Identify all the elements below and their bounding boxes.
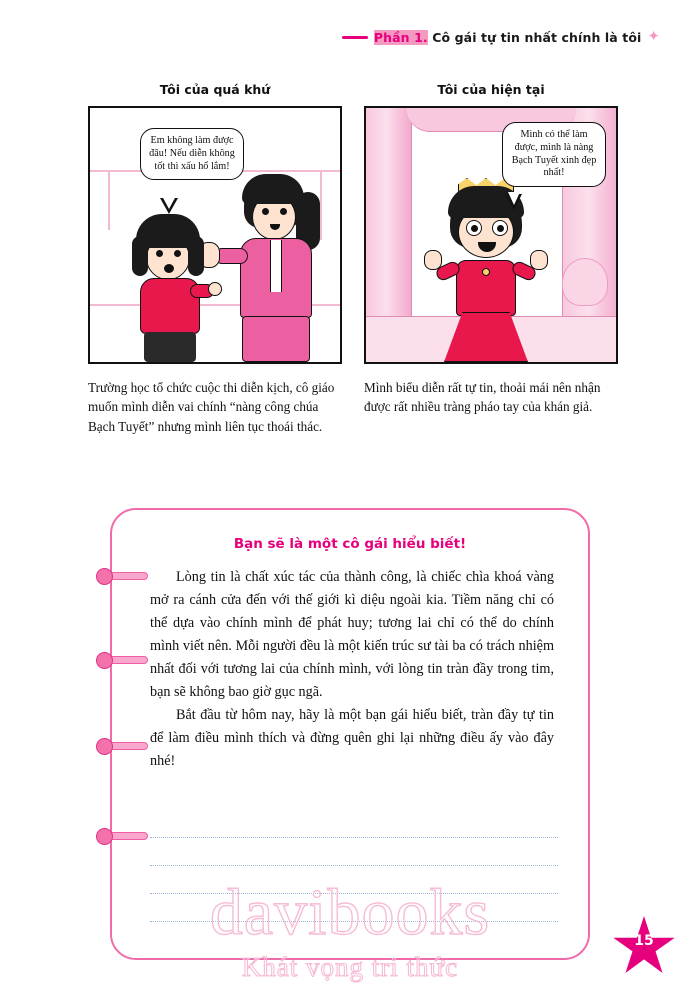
note-title: Bạn sẽ là một cô gái hiểu biết! bbox=[233, 536, 467, 552]
panel-present-frame bbox=[364, 106, 618, 364]
skirt bbox=[242, 316, 310, 362]
star-icon: ✦ bbox=[647, 29, 660, 45]
blank-line[interactable] bbox=[150, 866, 558, 894]
ring-knob bbox=[96, 828, 113, 845]
panel-past bbox=[88, 82, 342, 364]
tree-decoration bbox=[562, 258, 608, 306]
ring-bar bbox=[108, 572, 148, 580]
ring-bar bbox=[108, 832, 148, 840]
character-present-self bbox=[432, 172, 556, 362]
bubble-tail-inner bbox=[162, 196, 176, 209]
note-paragraph: Bắt đầu từ hôm nay, hãy là một bạn gái hiểu biết, tràn đầy tự tin để làm điều mình thích và đừng quên ghi lại những điều ấy vào đây nhé! bbox=[150, 707, 554, 769]
shirt bbox=[270, 240, 282, 292]
hand-left bbox=[424, 250, 442, 270]
blank-line[interactable] bbox=[150, 838, 558, 866]
blank-line[interactable] bbox=[150, 810, 558, 838]
panel-past-title: Tôi của quá khứ bbox=[159, 82, 271, 97]
note-paragraph: Lòng tin là chất xúc tác của thành công, là chiếc chìa khoá vàng mở ra cánh cửa đến với thế giới kì diệu ngoài kia. Tiềm năng chỉ có thể dựa vào chính mình để phát huy; tương lai chỉ có thể do chính mình viết nên. Mỗi người đều là một kiến trúc sư tài ba có trách nhiệm nhất đối với tương lai của chính mình, với lòng tin tràn đầy trong tim, bạn sẽ không bao giờ gục ngã. bbox=[150, 569, 554, 700]
blank-line[interactable] bbox=[150, 894, 558, 922]
hand bbox=[208, 282, 222, 296]
panel-present bbox=[364, 82, 618, 364]
panel-past-frame bbox=[88, 106, 342, 364]
character-teacher bbox=[208, 172, 328, 362]
ring-bar bbox=[108, 656, 148, 664]
hair-side bbox=[132, 236, 148, 276]
header-rule bbox=[342, 36, 368, 39]
page-number-badge bbox=[612, 916, 676, 978]
note-card bbox=[110, 508, 590, 960]
panel-captions bbox=[88, 378, 618, 436]
speech-bubble-past: Em không làm được đâu! Nếu diễn không tốt thì xấu hổ lắm! bbox=[140, 128, 244, 180]
page-title bbox=[374, 30, 642, 45]
hair-side bbox=[188, 236, 204, 276]
panel-present-title: Tôi của hiện tại bbox=[437, 82, 545, 97]
caption-past: Trường học tổ chức cuộc thi diễn kịch, cô giáo muốn mình diễn vai chính “nàng công chúa Bạch Tuyết” nhưng mình liên tục thoái thác. bbox=[88, 380, 335, 434]
eye bbox=[262, 208, 269, 215]
eye bbox=[156, 250, 163, 257]
speech-bubble-present: Mình có thể làm được, mình là nàng Bạch Tuyết xinh đẹp nhất! bbox=[502, 122, 606, 187]
pupil bbox=[471, 225, 478, 232]
character-past-self bbox=[124, 192, 220, 362]
watermark-sub: Khát vọng tri thức bbox=[241, 952, 459, 982]
eye bbox=[174, 250, 181, 257]
binder-ring bbox=[96, 652, 148, 668]
ring-knob bbox=[96, 568, 113, 585]
blank-writing-lines bbox=[150, 810, 558, 922]
note-body bbox=[150, 566, 554, 773]
comic-panels bbox=[88, 82, 618, 364]
ring-bar bbox=[108, 742, 148, 750]
binder-ring bbox=[96, 828, 148, 844]
wall-line bbox=[108, 170, 110, 230]
page-header bbox=[342, 30, 660, 45]
dress-skirt bbox=[444, 312, 528, 362]
necklace bbox=[482, 268, 490, 276]
ring-knob bbox=[96, 738, 113, 755]
caption-present: Mình biểu diễn rất tự tin, thoải mái nên nhận được rất nhiều tràng pháo tay của khán giả. bbox=[364, 380, 601, 415]
eye bbox=[280, 208, 287, 215]
binder-ring bbox=[96, 738, 148, 754]
binder-ring bbox=[96, 568, 148, 584]
pupil bbox=[497, 225, 504, 232]
part-label: Phần 1. bbox=[373, 30, 428, 45]
hand-right bbox=[530, 250, 548, 270]
ring-knob bbox=[96, 652, 113, 669]
page-number: 15 bbox=[634, 933, 654, 949]
mouth bbox=[164, 264, 174, 273]
skirt bbox=[144, 332, 196, 362]
hair-top bbox=[242, 174, 304, 204]
bubble-tail-inner bbox=[508, 192, 520, 205]
part-title: Cô gái tự tin nhất chính là tôi bbox=[432, 30, 642, 45]
curtain-left bbox=[366, 108, 412, 318]
